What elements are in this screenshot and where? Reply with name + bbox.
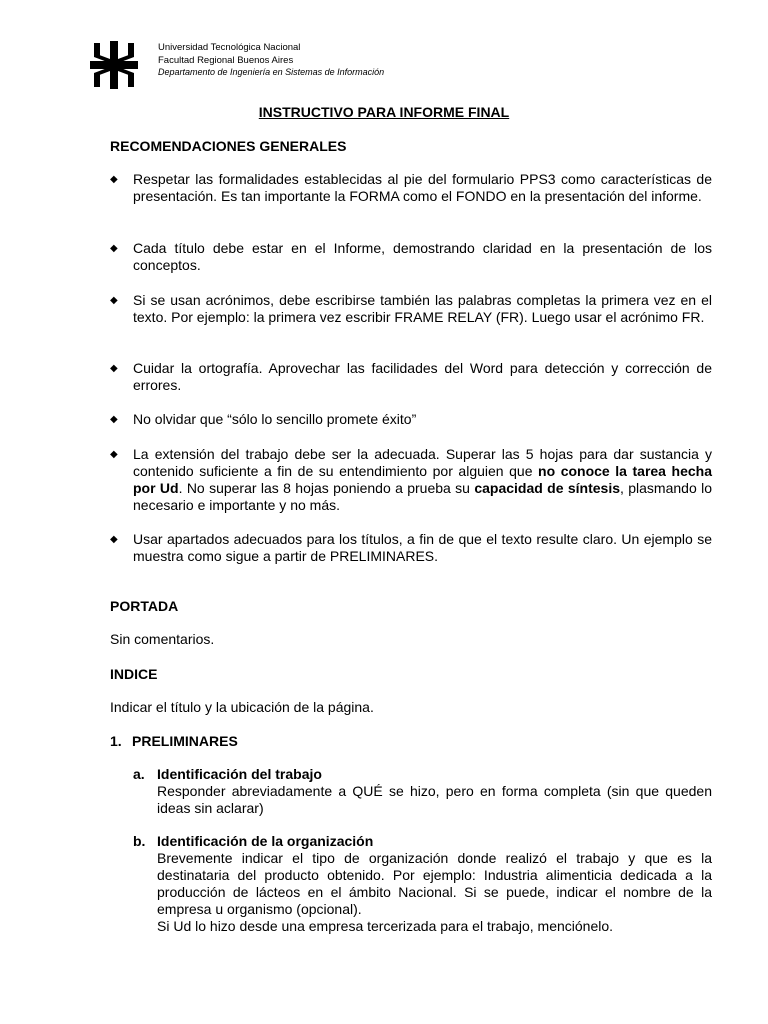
faculty-name: Facultad Regional Buenos Aires	[158, 55, 294, 66]
list-item-text: La extensión del trabajo debe ser la adecuada. Superar las 5 hojas para dar sustancia y contenido suficiente a fin de su entendimiento por alguien que no conoce la tarea hecha por Ud. No superar las 8 hojas poniendo a prueba su capacidad de síntesis, plasmando lo necesario e importante y no más.	[133, 446, 712, 513]
bullet-icon: ◆	[110, 174, 118, 185]
subsection-heading: Identificación de la organización	[157, 833, 374, 849]
bullet-icon: ◆	[110, 534, 118, 545]
bullet-icon: ◆	[110, 414, 118, 425]
section-heading-recomendaciones: RECOMENDACIONES GENERALES	[110, 138, 347, 154]
document-title: INSTRUCTIVO PARA INFORME FINAL	[258, 104, 510, 120]
emphasis-text: no conoce la tarea hecha por Ud	[133, 463, 712, 496]
subsection-letter: b.	[133, 833, 146, 849]
section-heading-indice: INDICE	[110, 666, 158, 682]
subsection-heading: Identificación del trabajo	[157, 766, 322, 782]
subsection-letter: a.	[133, 766, 145, 782]
bullet-icon: ◆	[110, 243, 118, 254]
list-item-text: Cuidar la ortografía. Aprovechar las facilidades del Word para detección y corrección de errores.	[133, 360, 712, 393]
subsection-body: Responder abreviadamente a QUÉ se hizo, pero en forma completa (sin que queden ideas sin aclarar)	[157, 783, 712, 816]
section-text-portada: Sin comentarios.	[110, 631, 215, 647]
section-text-indice: Indicar el título y la ubicación de la página.	[110, 699, 374, 715]
department-name: Departamento de Ingeniería en Sistemas de Información	[158, 67, 385, 77]
utn-logo-icon	[90, 41, 138, 89]
section-number: 1.	[110, 733, 122, 749]
list-item-text: Usar apartados adecuados para los títulos, a fin de que el texto resulte claro. Un ejemplo se muestra como sigue a partir de PRELIMINARES.	[133, 531, 712, 564]
subsection-body: Brevemente indicar el tipo de organización donde realizó el trabajo y que es la destinataria del producto obtenido. Por ejemplo: Industria alimenticia dedicada a la producción de lácteos en el ámbito Nacional. Si se puede, indicar el nombre de la empresa u organismo (opcional). Si Ud lo hizo desde una empresa tercerizada para el trabajo, menciónelo.	[157, 850, 712, 934]
section-title: PRELIMINARES	[132, 733, 238, 749]
section-heading-portada: PORTADA	[110, 598, 179, 614]
list-item-text: Cada título debe estar en el Informe, demostrando claridad en la presentación de los conceptos.	[133, 240, 712, 273]
section-heading-preliminares	[110, 732, 238, 750]
list-item-text: Si se usan acrónimos, debe escribirse también las palabras completas la primera vez en el texto. Por ejemplo: la primera vez escribir FRAME RELAY (FR). Luego usar el acrónimo FR.	[133, 292, 712, 325]
institution-name: Universidad Tecnológica Nacional	[158, 42, 301, 53]
emphasis-text: capacidad de síntesis	[474, 480, 620, 496]
bullet-icon: ◆	[110, 295, 118, 306]
list-item-text: Respetar las formalidades establecidas al pie del formulario PPS3 como características de presentación. Es tan importante la FORMA como el FONDO en la presentación del informe.	[133, 171, 712, 204]
bullet-icon: ◆	[110, 363, 118, 374]
list-item-text: No olvidar que “sólo lo sencillo promete éxito”	[133, 411, 417, 427]
bullet-icon: ◆	[110, 449, 118, 460]
